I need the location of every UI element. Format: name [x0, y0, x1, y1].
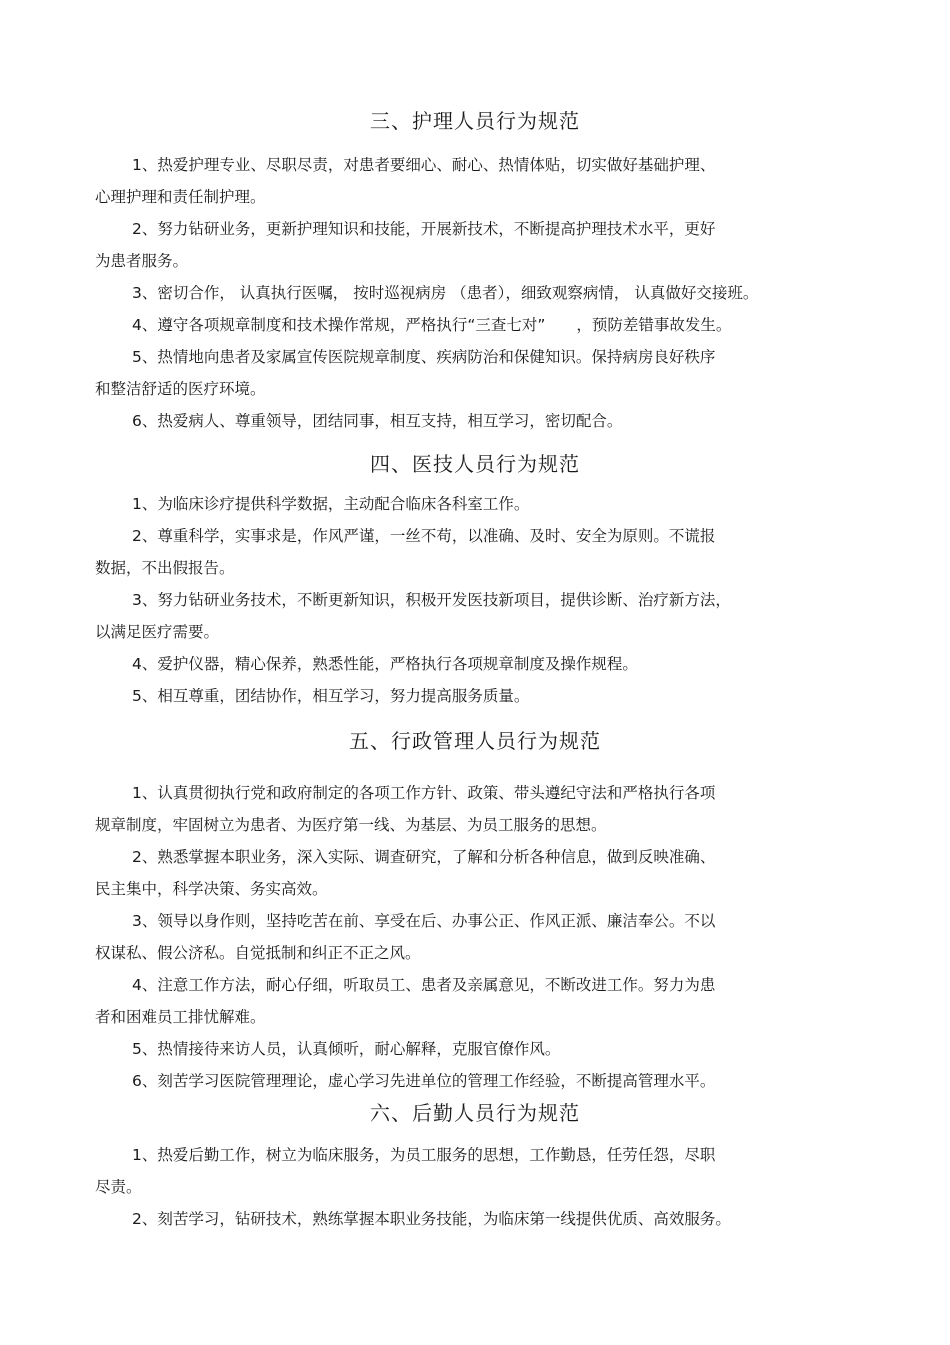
paragraph-line: 3、领导以身作则，坚持吃苦在前、享受在后、办事公正、作风正派、廉洁奉公。不以 — [132, 912, 716, 930]
paragraph-line: 1、热爱护理专业、尽职尽责，对患者要细心、耐心、热情体贴，切实做好基础护理、 — [132, 156, 716, 174]
paragraph-line: 尽责。 — [95, 1178, 142, 1196]
list-item — [0, 680, 950, 712]
paragraph-line: 1、为临床诊疗提供科学数据，主动配合临床各科室工作。 — [132, 495, 530, 513]
paragraph-line: 4、遵守各项规章制度和技术操作常规，严格执行“三查七对” ，预防差错事故发生。 — [132, 316, 732, 334]
list-item — [0, 149, 950, 213]
list-item — [0, 905, 950, 969]
paragraph-line: 5、热情地向患者及家属宣传医院规章制度、疾病防治和保健知识。保持病房良好秩序 — [132, 348, 716, 366]
paragraph-line: 2、刻苦学习，钻研技术，熟练掌握本职业务技能，为临床第一线提供优质、高效服务。 — [132, 1210, 731, 1228]
paragraph-line: 3、密切合作， 认真执行医嘱， 按时巡视病房 （患者），细致观察病情， 认真做好交接班。 — [132, 284, 759, 302]
list-item — [0, 1065, 950, 1097]
list-item — [0, 1203, 950, 1235]
paragraph-line: 6、刻苦学习医院管理理论，虚心学习先进单位的管理工作经验，不断提高管理水平。 — [132, 1072, 716, 1090]
paragraph-line: 心理护理和责任制护理。 — [95, 188, 266, 206]
list-item — [0, 309, 950, 341]
paragraph-line: 3、努力钻研业务技术，不断更新知识，积极开发医技新项目，提供诊断、治疗新方法， — [132, 591, 731, 609]
list-item — [0, 648, 950, 680]
section-heading: 五、行政管理人员行为规范 — [349, 729, 601, 753]
list-item — [0, 1033, 950, 1065]
list-item — [0, 488, 950, 520]
section-administration — [0, 727, 950, 1097]
list-item — [0, 969, 950, 1033]
list-item — [0, 841, 950, 905]
paragraph-line: 1、热爱后勤工作，树立为临床服务，为员工服务的思想，工作勤恳，任劳任怨，尽职 — [132, 1146, 716, 1164]
paragraph-line: 数据，不出假报告。 — [95, 559, 235, 577]
list-item — [0, 1139, 950, 1203]
section-nursing — [0, 107, 950, 437]
list-item — [0, 213, 950, 277]
paragraph-line: 和整洁舒适的医疗环境。 — [95, 380, 266, 398]
paragraph-line: 1、认真贯彻执行党和政府制定的各项工作方针、政策、带头遵纪守法和严格执行各项 — [132, 784, 716, 802]
paragraph-line: 4、爱护仪器，精心保养，熟悉性能，严格执行各项规章制度及操作规程。 — [132, 655, 638, 673]
paragraph-line: 以满足医疗需要。 — [95, 623, 220, 641]
list-item — [0, 520, 950, 584]
paragraph-line: 2、努力钻研业务，更新护理知识和技能，开展新技术，不断提高护理技术水平，更好 — [132, 220, 716, 238]
section-medical-tech — [0, 450, 950, 712]
paragraph-line: 规章制度，牢固树立为患者、为医疗第一线、为基层、为员工服务的思想。 — [95, 816, 607, 834]
list-item — [0, 777, 950, 841]
paragraph-line: 4、注意工作方法，耐心仔细，听取员工、患者及亲属意见，不断改进工作。努力为患 — [132, 976, 716, 994]
section-logistics — [0, 1099, 950, 1235]
paragraph-line: 民主集中，科学决策、务实高效。 — [95, 880, 328, 898]
paragraph-line: 6、热爱病人、尊重领导，团结同事，相互支持，相互学习，密切配合。 — [132, 412, 623, 430]
list-item — [0, 405, 950, 437]
paragraph-line: 权谋私、假公济私。自觉抵制和纠正不正之风。 — [95, 944, 421, 962]
list-item — [0, 277, 950, 309]
section-heading: 四、医技人员行为规范 — [370, 452, 580, 476]
paragraph-line: 5、相互尊重，团结协作，相互学习，努力提高服务质量。 — [132, 687, 530, 705]
paragraph-line: 5、热情接待来访人员，认真倾听，耐心解释，克服官僚作风。 — [132, 1040, 561, 1058]
paragraph-line: 为患者服务。 — [95, 252, 189, 270]
paragraph-line: 2、熟悉掌握本职业务，深入实际、调查研究，了解和分析各种信息，做到反映准确、 — [132, 848, 716, 866]
list-item — [0, 584, 950, 648]
section-heading: 三、护理人员行为规范 — [370, 109, 580, 133]
paragraph-line: 者和困难员工排忧解难。 — [95, 1008, 266, 1026]
list-item — [0, 341, 950, 405]
section-heading: 六、后勤人员行为规范 — [370, 1101, 580, 1125]
paragraph-line: 2、尊重科学，实事求是，作风严谨，一丝不苟，以准确、及时、安全为原则。不谎报 — [132, 527, 716, 545]
